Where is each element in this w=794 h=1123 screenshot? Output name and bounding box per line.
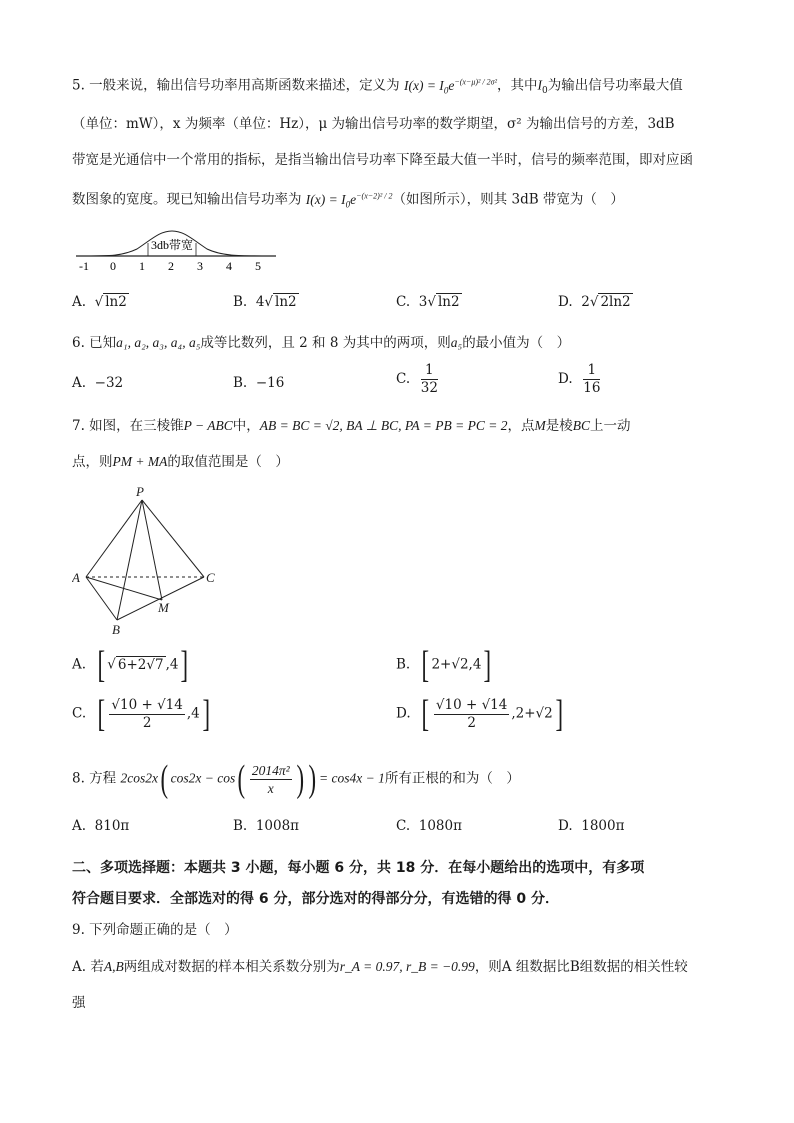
vertex-p: P bbox=[136, 484, 144, 499]
axis-tick-label: 4 bbox=[226, 259, 232, 273]
q7-option-a[interactable]: A. [ √ 6+2√7 ,4] bbox=[72, 644, 189, 686]
q6-option-d[interactable]: D. $\frac{1}{16}$ bbox=[558, 362, 601, 396]
q5-option-c[interactable]: C. 3√ ln2 bbox=[396, 294, 460, 310]
q5-option-b[interactable]: B. 4√ ln2 bbox=[233, 294, 297, 310]
q7-line2: 点，则PM + MA的取值范围是（ ） bbox=[72, 454, 289, 470]
vertex-c: C bbox=[206, 570, 215, 585]
axis-tick-label: 1 bbox=[139, 259, 145, 273]
q5-bandwidth-figure bbox=[72, 222, 282, 274]
q5-option-d[interactable]: D. 2√ 2ln2 bbox=[558, 294, 631, 310]
q6-option-c[interactable]: C. $\frac{1}{32}$ bbox=[396, 362, 438, 396]
q7-option-b[interactable]: B. [ 2+√2,4] bbox=[396, 644, 492, 686]
q5-formula2: $I(x) = I_0e^{-(x-2)^2 / 2}$ bbox=[305, 191, 393, 210]
bandwidth-label: 3db带宽 bbox=[150, 238, 194, 252]
q5-line3: 带宽是光通信中一个常用的指标，是指当输出信号功率下降至最大值一半时，信号的频率范围，即对应函 bbox=[72, 152, 693, 168]
q6-option-a[interactable]: A. −32 bbox=[72, 375, 124, 391]
axis-tick-label: 0 bbox=[110, 259, 116, 273]
q7-option-d[interactable]: D. [ $\frac{√10 + √14}{2}$ ,2+√2] bbox=[396, 693, 563, 735]
axis-tick-label: -1 bbox=[79, 259, 89, 273]
q5-option-a[interactable]: A. √ ln2 bbox=[72, 294, 127, 310]
q8-stem: 8. 方程 2cos2x( cos2x − cos( $\frac{\text{2014π²}}{x}$ ) ) = cos4x − 1所有正根的和为（ ） bbox=[72, 758, 520, 800]
section2-heading-line2: 符合题目要求．全部选对的得 6 分，部分选对的得部分分，有选错的得 0 分． bbox=[72, 891, 559, 907]
q7-pyramid-figure bbox=[72, 484, 232, 640]
q5-line2: （单位：mW），x 为频率（单位：Hz），μ 为输出信号功率的数学期望，σ² 为输出信号的方差，3dB bbox=[72, 116, 675, 132]
section2-heading-line1: 二、多项选择题：本题共 3 小题，每小题 6 分，共 18 分．在每小题给出的选项中，有多项 bbox=[72, 860, 645, 876]
q5-line1: 5. 一般来说，输出信号功率用高斯函数来描述，定义为 $I(x) = I_0e^{-(x-\mu)^2 / 2\sigma^2}$，其中$I_0$为输出信号功率最大值 bbox=[72, 77, 683, 97]
q5-line4: 数图象的宽度。现已知输出信号功率为 $I(x) = I_0e^{-(x-2)^2 / 2}$（如图所示），则其 3dB 带宽为（ ） bbox=[72, 191, 624, 210]
q7-option-c[interactable]: C. [ $\frac{√10 + √14}{2}$ ,4] bbox=[72, 693, 210, 735]
q9-stem: 9. 下列命题正确的是（ ） bbox=[72, 922, 238, 938]
q6-stem: 6. 已知a₁, a₂, a₃, a₄, a₅成等比数列，且 2 和 8 为其中的两项，则a₅的最小值为（ ） bbox=[72, 335, 571, 351]
q8-option-c[interactable]: C. 1080π bbox=[396, 818, 462, 834]
axis-tick-label: 2 bbox=[168, 259, 174, 273]
q9-option-a-cont: 强 bbox=[72, 995, 86, 1011]
q9-option-a[interactable]: A. 若A,B两组成对数据的样本相关系数分别为r_A = 0.97, r_B = −0.99，则A 组数据比B组数据的相关性较 bbox=[72, 959, 688, 975]
axis-tick-label: 5 bbox=[255, 259, 261, 273]
axis-tick-label: 3 bbox=[197, 259, 203, 273]
vertex-a: A bbox=[72, 570, 80, 585]
q6-option-b[interactable]: B. −16 bbox=[233, 375, 285, 391]
vertex-b: B bbox=[112, 622, 120, 637]
q8-option-b[interactable]: B. 1008π bbox=[233, 818, 300, 834]
q8-option-a[interactable]: A. 810π bbox=[72, 818, 130, 834]
q5-formula1: $I(x) = I_0e^{-(x-\mu)^2 / 2\sigma^2}$ bbox=[403, 77, 497, 96]
q7-line1: 7. 如图，在三棱锥P − ABC中，AB = BC = √2, BA ⊥ BC, PA = PB = PC = 2，点M是棱BC上一动 bbox=[72, 418, 631, 434]
point-m: M bbox=[158, 600, 169, 615]
q8-option-d[interactable]: D. 1800π bbox=[558, 818, 625, 834]
